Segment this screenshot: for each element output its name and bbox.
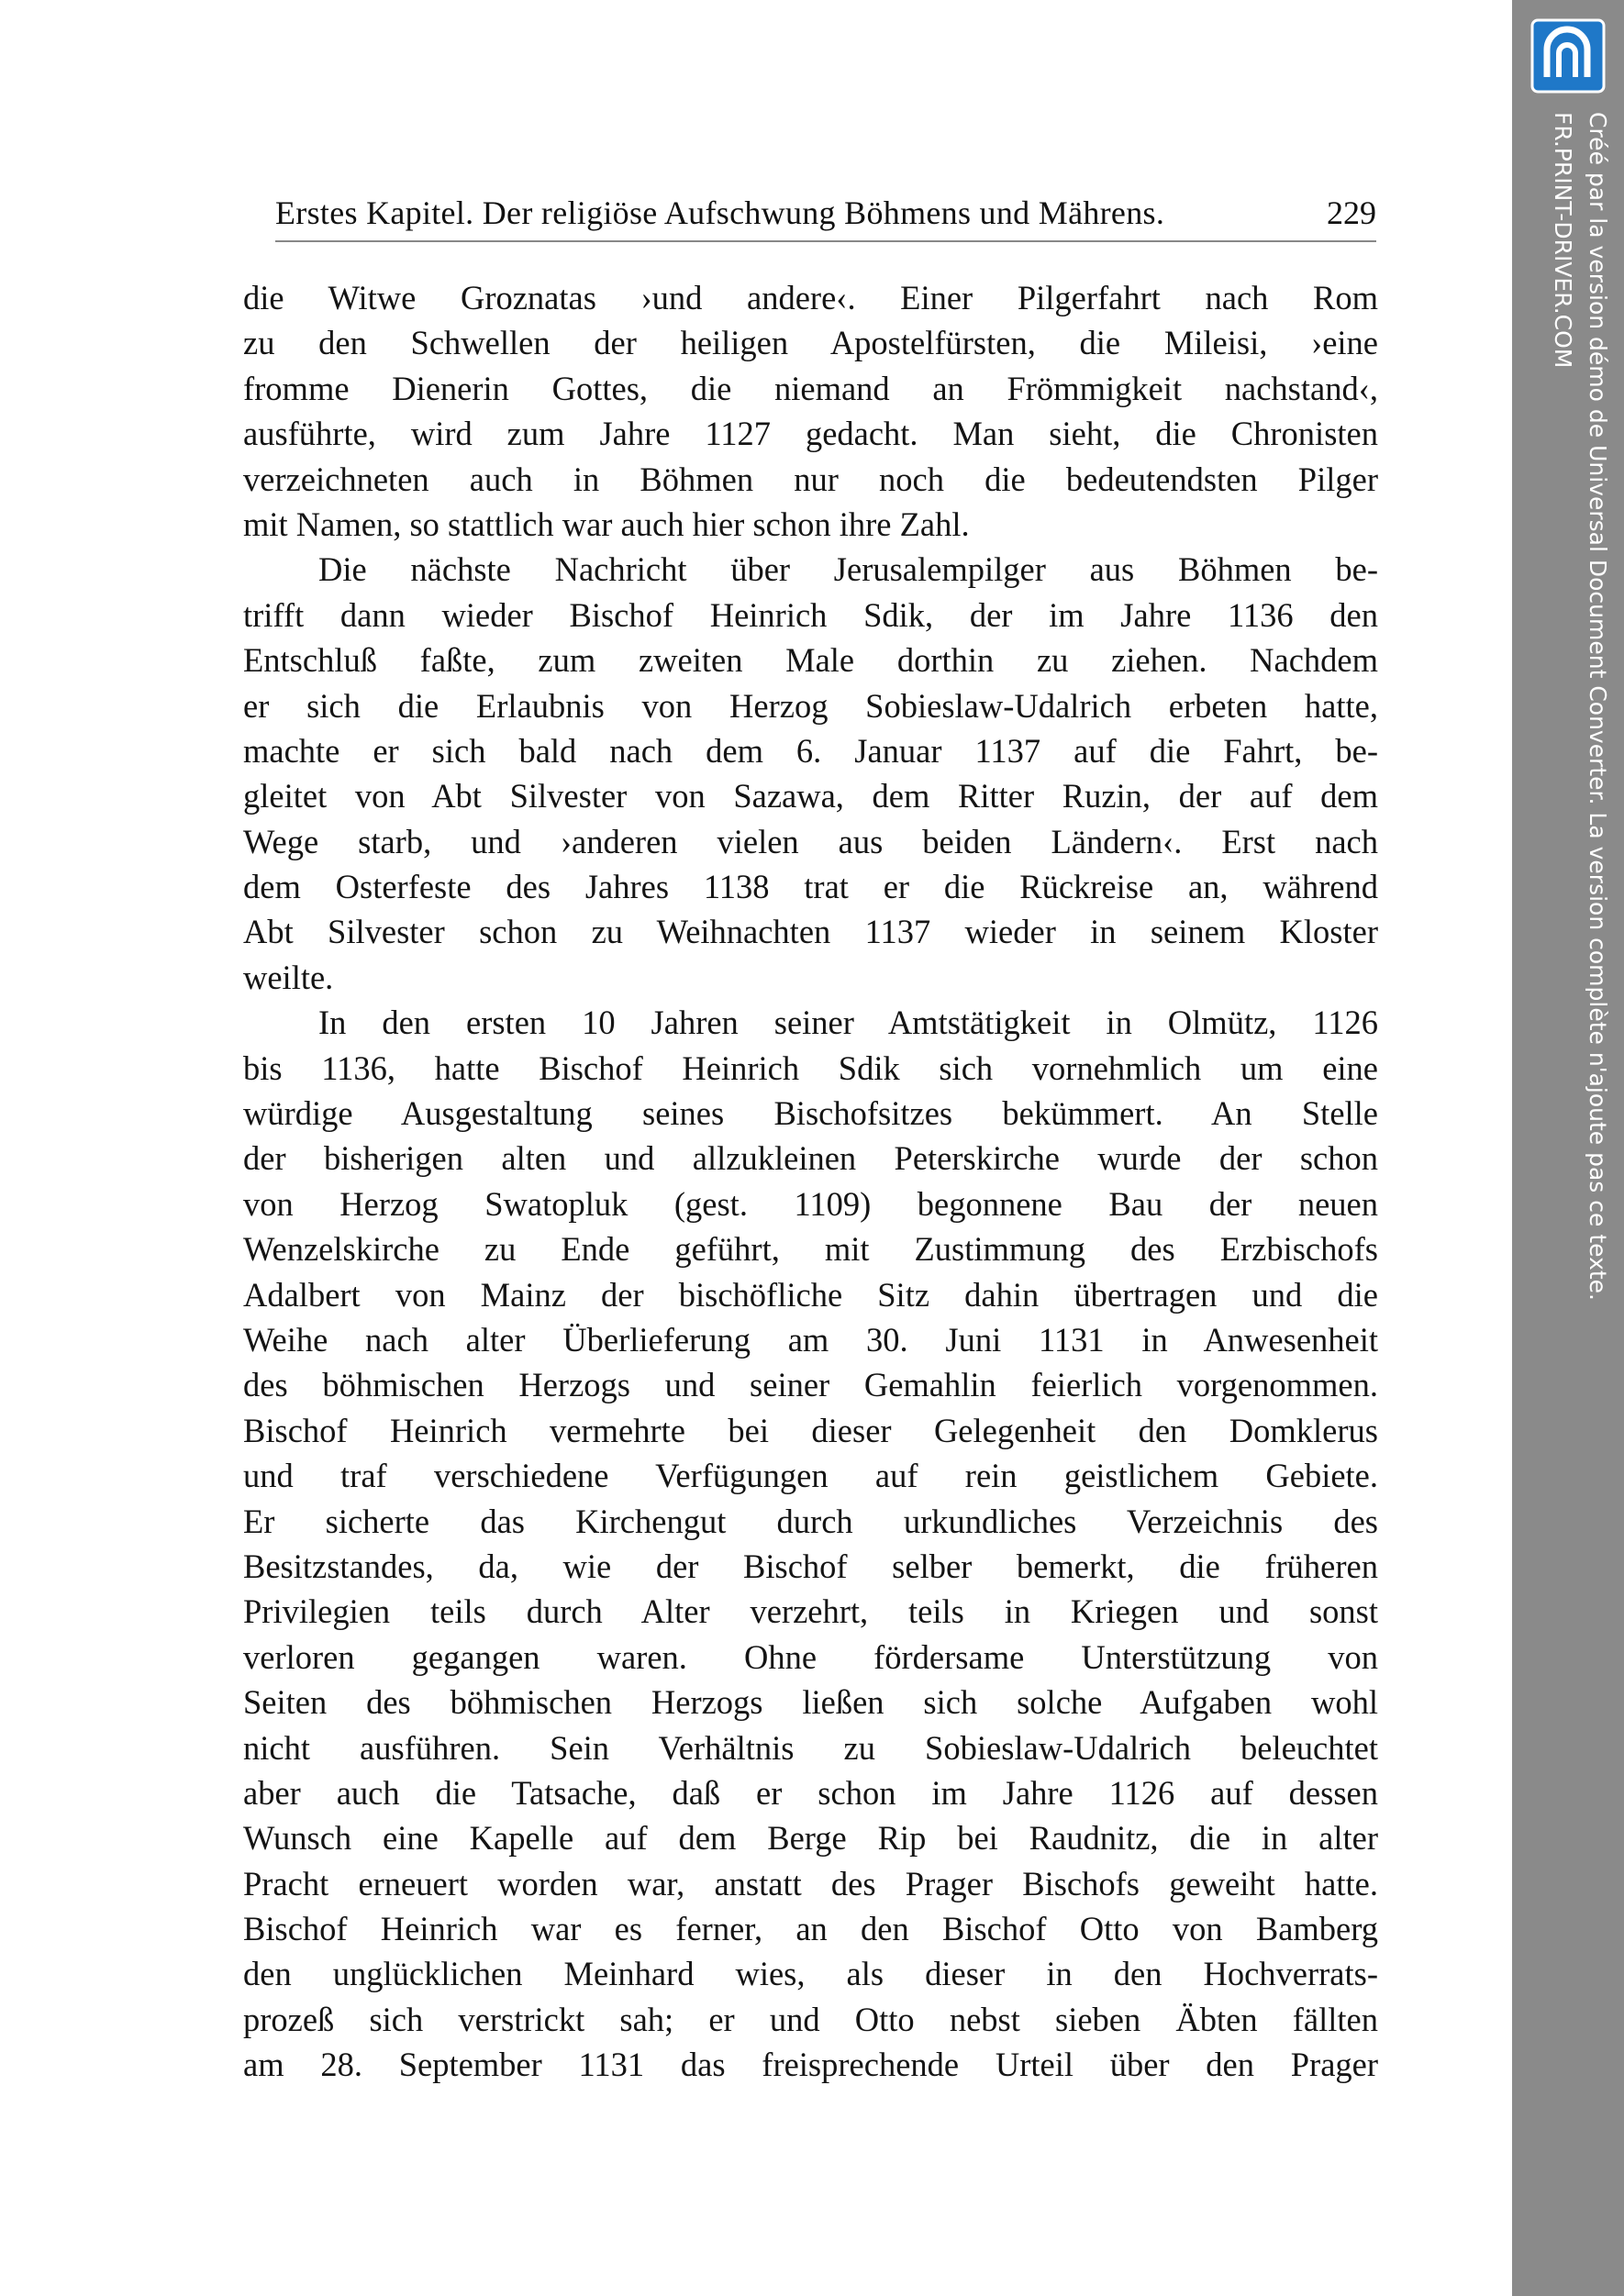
watermark-line-1: Créé par la version démo de Universal Document Converter. La version complète n'ajoute pas ce texte. (1585, 112, 1611, 1302)
text-line: Abt Silvester schon zu Weihnachten 1137 wieder in seinem Kloster (243, 913, 1378, 951)
text-line: gleitet von Abt Silvester von Sazawa, dem Ritter Ruzin, der auf dem (243, 777, 1378, 815)
text-line: Er sicherte das Kirchengut durch urkundliches Verzeichnis des (243, 1502, 1378, 1540)
running-title: Erstes Kapitel. Der religiöse Aufschwung Böhmens und Mährens. (275, 194, 1165, 231)
text-line: am 28. September 1131 das freisprechende Urteil über den Prager (243, 2046, 1378, 2084)
text-line: weilte. (243, 958, 334, 996)
text-line: Die nächste Nachricht über Jerusalempilger aus Böhmen be- (318, 550, 1378, 589)
body-text (243, 275, 1378, 2088)
text-line: dem Osterfeste des Jahres 1138 trat er die Rückreise an, während (243, 868, 1378, 906)
text-line: In den ersten 10 Jahren seiner Amtstätigkeit in Olmütz, 1126 (318, 1004, 1378, 1042)
running-header (275, 193, 1376, 233)
watermark-line-2: FR.PRINT-DRIVER.COM (1550, 112, 1576, 369)
text-line: zu den Schwellen der heiligen Apostelfürsten, die Mileisi, ›eine (243, 324, 1378, 362)
text-line: Privilegien teils durch Alter verzehrt, teils in Kriegen und sonst (243, 1592, 1378, 1631)
page-number: 229 (1327, 194, 1376, 231)
text-line: Adalbert von Mainz der bischöfliche Sitz dahin übertragen und die (243, 1275, 1378, 1314)
text-line: Bischof Heinrich war es ferner, an den Bischof Otto von Bamberg (243, 1910, 1378, 1948)
text-line: ausführte, wird zum Jahre 1127 gedacht. Man sieht, die Chronisten (243, 415, 1378, 453)
text-line: Weihe nach alter Überlieferung am 30. Juni 1131 in Anwesenheit (243, 1320, 1378, 1359)
text-line: Entschluß faßte, zum zweiten Male dorthin zu ziehen. Nachdem (243, 641, 1378, 680)
text-line: und traf verschiedene Verfügungen auf rein geistlichem Gebiete. (243, 1457, 1378, 1495)
text-line: verzeichneten auch in Böhmen nur noch die bedeutendsten Pilger (243, 460, 1378, 498)
watermark-text (1545, 112, 1615, 1442)
text-line: mit Namen, so stattlich war auch hier schon ihre Zahl. (243, 505, 970, 543)
watermark-sidebar (1512, 0, 1624, 2296)
text-line: nicht ausführen. Sein Verhältnis zu Sobieslaw-Udalrich beleuchtet (243, 1728, 1378, 1767)
text-line: prozeß sich verstrickt sah; er und Otto nebst sieben Äbten fällten (243, 2000, 1378, 2038)
text-line: Besitzstandes, da, wie der Bischof selber bemerkt, die früheren (243, 1547, 1378, 1585)
universal-document-converter-logo-icon (1530, 18, 1606, 94)
text-line: Wege starb, und ›anderen vielen aus beiden Ländern‹. Erst nach (243, 822, 1378, 860)
text-line: des böhmischen Herzogs und seiner Gemahlin feierlich vorgenommen. (243, 1366, 1378, 1404)
text-line: er sich die Erlaubnis von Herzog Sobieslaw-Udalrich erbeten hatte, (243, 686, 1378, 725)
header-rule (275, 240, 1376, 242)
text-line: Wenzelskirche zu Ende geführt, mit Zustimmung des Erzbischofs (243, 1230, 1378, 1269)
text-line: aber auch die Tatsache, daß er schon im Jahre 1126 auf dessen (243, 1773, 1378, 1812)
text-line: den unglücklichen Meinhard wies, als dieser in den Hochverrats- (243, 1955, 1378, 1993)
text-line: machte er sich bald nach dem 6. Januar 1137 auf die Fahrt, be- (243, 731, 1378, 770)
text-line: würdige Ausgestaltung seines Bischofsitzes bekümmert. An Stelle (243, 1094, 1378, 1133)
text-line: trifft dann wieder Bischof Heinrich Sdik, der im Jahre 1136 den (243, 595, 1378, 634)
text-line: Pracht erneuert worden war, anstatt des Prager Bischofs geweiht hatte. (243, 1864, 1378, 1902)
text-line: verloren gegangen waren. Ohne fördersame Unterstützung von (243, 1637, 1378, 1676)
text-line: die Witwe Groznatas ›und andere‹. Einer Pilgerfahrt nach Rom (243, 279, 1378, 316)
text-line: Wunsch eine Kapelle auf dem Berge Rip bei Raudnitz, die in alter (243, 1819, 1378, 1858)
text-line: Seiten des böhmischen Herzogs ließen sich solche Aufgaben wohl (243, 1683, 1378, 1722)
text-line: fromme Dienerin Gottes, die niemand an Frömmigkeit nachstand‹, (243, 369, 1378, 407)
text-line: Bischof Heinrich vermehrte bei dieser Gelegenheit den Domklerus (243, 1411, 1378, 1449)
text-line: von Herzog Swatopluk (gest. 1109) begonnene Bau der neuen (243, 1184, 1378, 1223)
text-line: der bisherigen alten und allzukleinen Peterskirche wurde der schon (243, 1139, 1378, 1178)
text-line: bis 1136, hatte Bischof Heinrich Sdik sich vornehmlich um eine (243, 1048, 1378, 1087)
